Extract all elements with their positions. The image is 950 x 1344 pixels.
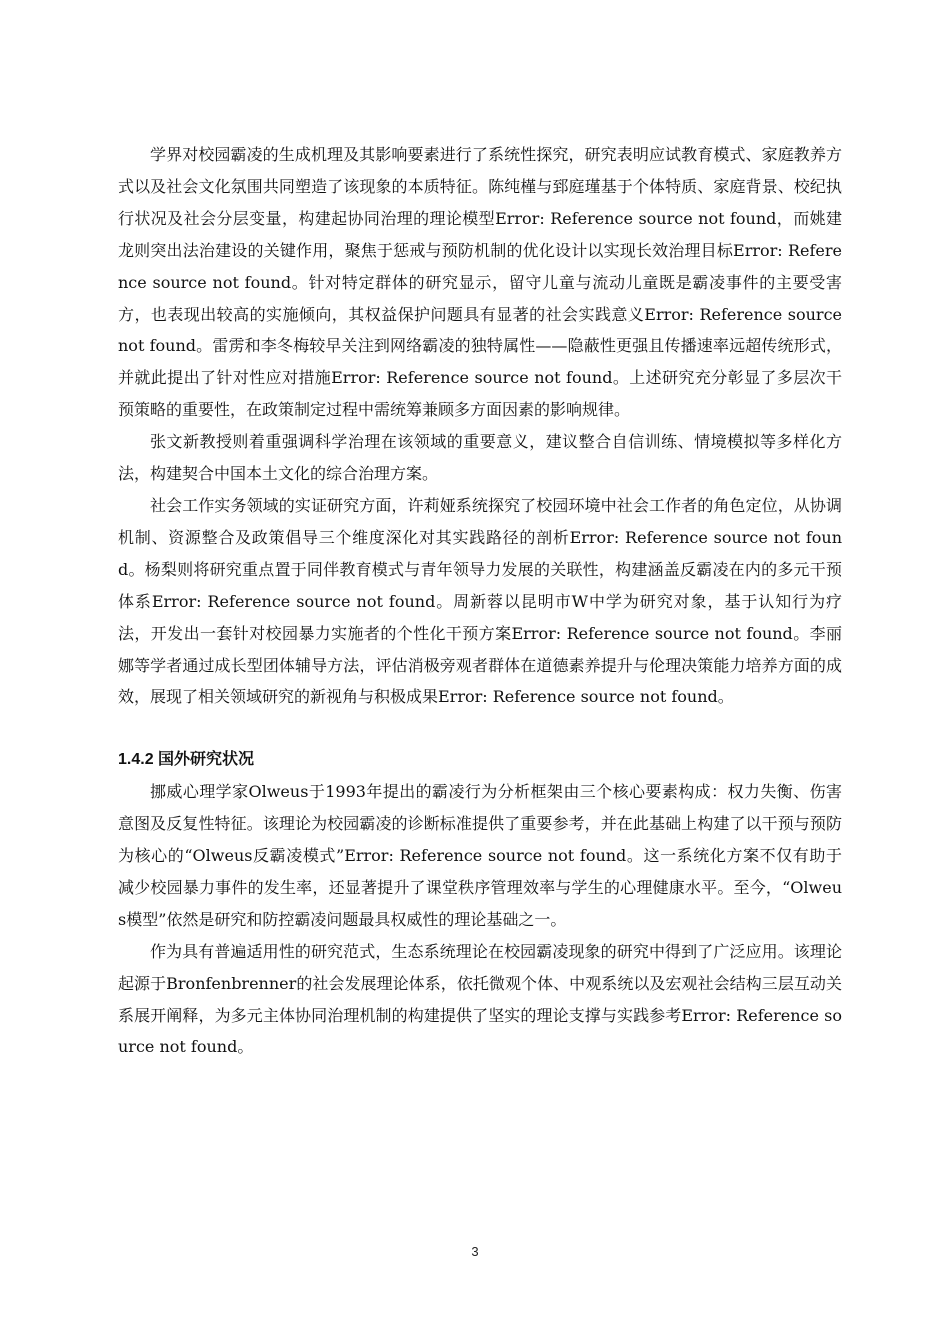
body-paragraph: 作为具有普遍适用性的研究范式，生态系统理论在校园霸凌现象的研究中得到了广泛应用。该理论起源于Bronfenbrenner的社会发展理论体系，依托微观个体、中观系统以及宏观社会结构三层互动关系展开阐释，为多元主体协同治理机制的构建提供了坚实的理论支撑与实践参考Error: Reference source not found。 bbox=[118, 941, 842, 1057]
body-paragraph: 社会工作实务领域的实证研究方面，许莉娅系统探究了校园环境中社会工作者的角色定位，从协调机制、资源整合及政策倡导三个维度深化对其实践路径的剖析Error: Reference source not found。杨梨则将研究重点置于同伴教育模式与青年领导力发展的关联性，构建涵盖反霸凌在内的多元干预体系Error: Reference source not found。周新蓉以昆明市W中学为研究对象，基于认知行为疗法，开发出一套针对校园暴力实施者的个性化干预方案Error: Reference source not found。李丽娜等学者通过成长型团体辅导方法，评估消极旁观者群体在道德素养提升与伦理决策能力培养方面的成效，展现了相关领域研究的新视角与积极成果Error: Reference source not found。 bbox=[118, 495, 842, 707]
body-paragraph: 张文新教授则着重强调科学治理在该领域的重要意义，建议整合自信训练、情境模拟等多样化方法，构建契合中国本土文化的综合治理方案。 bbox=[118, 432, 842, 484]
body-paragraph: 学界对校园霸凌的生成机理及其影响要素进行了系统性探究，研究表明应试教育模式、家庭教养方式以及社会文化氛围共同塑造了该现象的本质特征。陈纯槿与郅庭瑾基于个体特质、家庭背景、校纪执行状况及社会分层变量，构建起协同治理的理论模型Error: Reference source not found，而姚建龙则突出法治建设的关键作用，聚焦于惩戒与预防机制的优化设计以实现长效治理目标Error: Reference source not found。针对特定群体的研究显示，留守儿童与流动儿童既是霸凌事件的主要受害方，也表现出较高的实施倾向，其权益保护问题具有显著的社会实践意义Error: Reference source not found。雷雳和李冬梅较早关注到网络霸凌的独特属性——隐蔽性更强且传播速率远超传统形式，并就此提出了针对性应对措施Error: Reference source not found。上述研究充分彰显了多层次干预策略的重要性，在政策制定过程中需统筹兼顾多方面因素的影响规律。 bbox=[118, 145, 842, 420]
section-heading: 1.4.2 国外研究状况 bbox=[118, 751, 255, 769]
body-paragraph: 挪威心理学家Olweus于1993年提出的霸凌行为分析框架由三个核心要素构成：权力失衡、伤害意图及反复性特征。该理论为校园霸凌的诊断标准提供了重要参考，并在此基础上构建了以干预与预防为核心的“Olweus反霸凌模式”Error: Reference source not found。这一系统化方案不仅有助于减少校园暴力事件的发生率，还显著提升了课堂秩序管理效率与学生的心理健康水平。至今，“Olweus模型”依然是研究和防控霸凌问题最具权威性的理论基础之一。 bbox=[118, 782, 842, 929]
document-body bbox=[118, 139, 842, 1063]
page-number: 3 bbox=[471, 1244, 479, 1259]
